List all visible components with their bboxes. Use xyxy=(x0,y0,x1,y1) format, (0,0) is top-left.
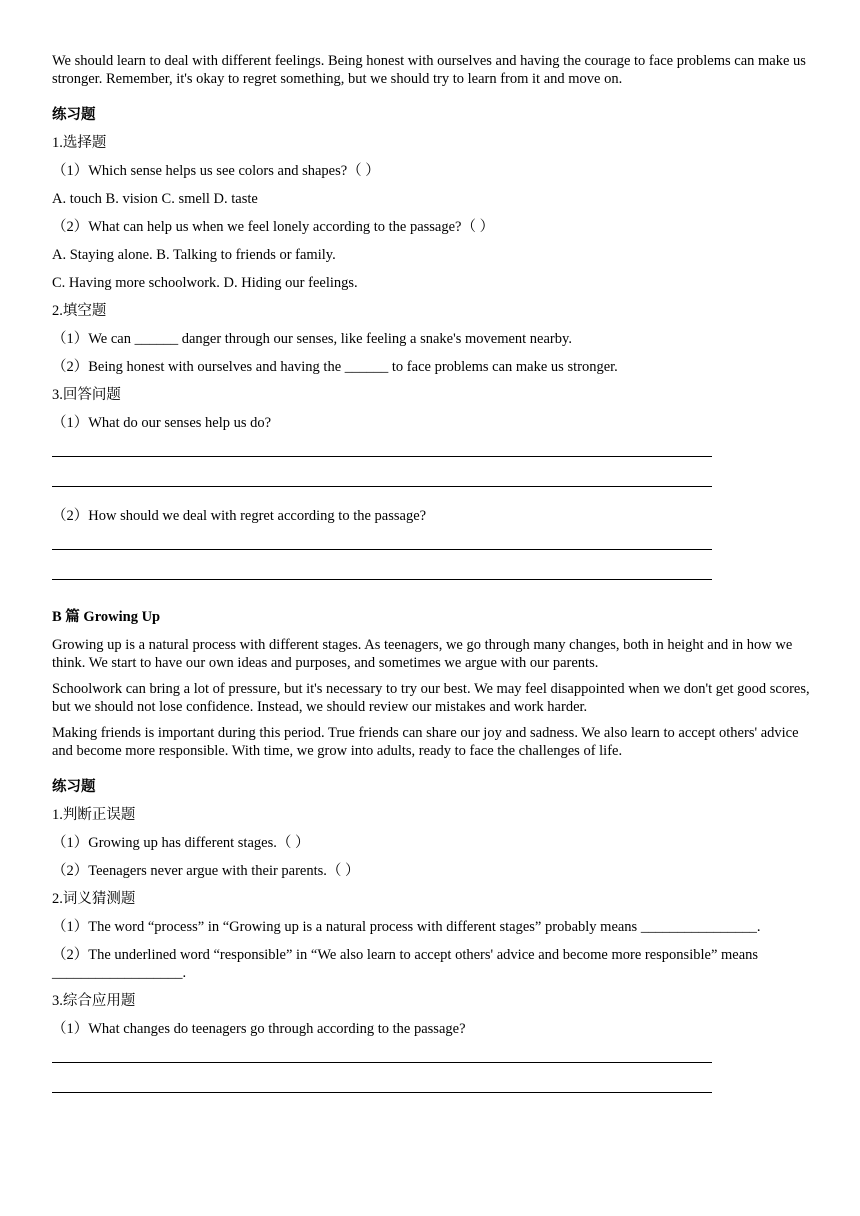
true-false-question-1: （1）Growing up has different stages.（ ） xyxy=(52,835,310,851)
answer-line[interactable] xyxy=(52,1092,712,1093)
word-guess-question-1: （1）The word “process” in “Growing up is a natural process with different stages” probably means ________________. xyxy=(52,919,761,935)
answer-area-2[interactable] xyxy=(52,535,812,580)
true-false-question-2: （2）Teenagers never argue with their parents.（ ） xyxy=(52,863,360,879)
section-answer-questions-title: 3.回答问题 xyxy=(52,387,121,403)
answer-area-3[interactable] xyxy=(52,1048,812,1093)
fill-blank-question-1: （1）We can ______ danger through our senses, like feeling a snake's movement nearby. xyxy=(52,331,572,347)
passage-b-paragraph-2: Schoolwork can bring a lot of pressure, but it's necessary to try our best. We may feel disappointed when we don't get good scores, but we should not lose confidence. Instead, we should review our mistakes and work harder. xyxy=(52,681,810,715)
answer-area-1[interactable] xyxy=(52,442,812,487)
section-word-guess-title: 2.词义猜测题 xyxy=(52,891,136,907)
answer-line[interactable] xyxy=(52,1062,712,1063)
answer-question-1: （1）What do our senses help us do? xyxy=(52,415,272,431)
mc-question-2-options-row-2: C. Having more schoolwork. D. Hiding our feelings. xyxy=(52,275,358,291)
answer-line[interactable] xyxy=(52,456,712,457)
passage-b-paragraph-1: Growing up is a natural process with different stages. As teenagers, we go through many changes, both in height and in how we think. We start to have our own ideas and purposes, and sometimes we argue with our parents. xyxy=(52,637,793,671)
application-question-1: （1）What changes do teenagers go through according to the passage? xyxy=(52,1021,466,1037)
worksheet-page xyxy=(52,52,812,1093)
section-multiple-choice-title: 1.选择题 xyxy=(52,135,107,151)
practice-heading-b: 练习题 xyxy=(52,779,96,795)
practice-heading-a: 练习题 xyxy=(52,107,96,123)
section-fill-blank-title: 2.填空题 xyxy=(52,303,107,319)
mc-question-2-options-row-1: A. Staying alone. B. Talking to friends or family. xyxy=(52,247,336,263)
word-guess-question-2: （2）The underlined word “responsible” in “We also learn to accept others' advice and become more responsible” means __________________. xyxy=(52,947,759,981)
passage-a-closing-paragraph: We should learn to deal with different feelings. Being honest with ourselves and having the courage to face problems can make us stronger. Remember, it's okay to regret something, but we should try to learn from it and move on. xyxy=(52,53,806,87)
mc-question-1: （1）Which sense helps us see colors and shapes?（ ） xyxy=(52,163,380,179)
answer-line[interactable] xyxy=(52,579,712,580)
passage-b-title: B 篇 Growing Up xyxy=(52,609,161,625)
mc-question-2: （2）What can help us when we feel lonely according to the passage?（ ） xyxy=(52,219,495,235)
answer-line[interactable] xyxy=(52,549,712,550)
passage-b-paragraph-3: Making friends is important during this period. True friends can share our joy and sadness. We also learn to accept others' advice and become more responsible. With time, we grow into adults, ready to face the challenges of life. xyxy=(52,725,799,759)
fill-blank-question-2: （2）Being honest with ourselves and having the ______ to face problems can make us stronger. xyxy=(52,359,618,375)
answer-question-2: （2）How should we deal with regret according to the passage? xyxy=(52,508,427,524)
section-true-false-title: 1.判断正误题 xyxy=(52,807,136,823)
mc-question-1-options: A. touch B. vision C. smell D. taste xyxy=(52,191,258,207)
section-application-title: 3.综合应用题 xyxy=(52,993,136,1009)
